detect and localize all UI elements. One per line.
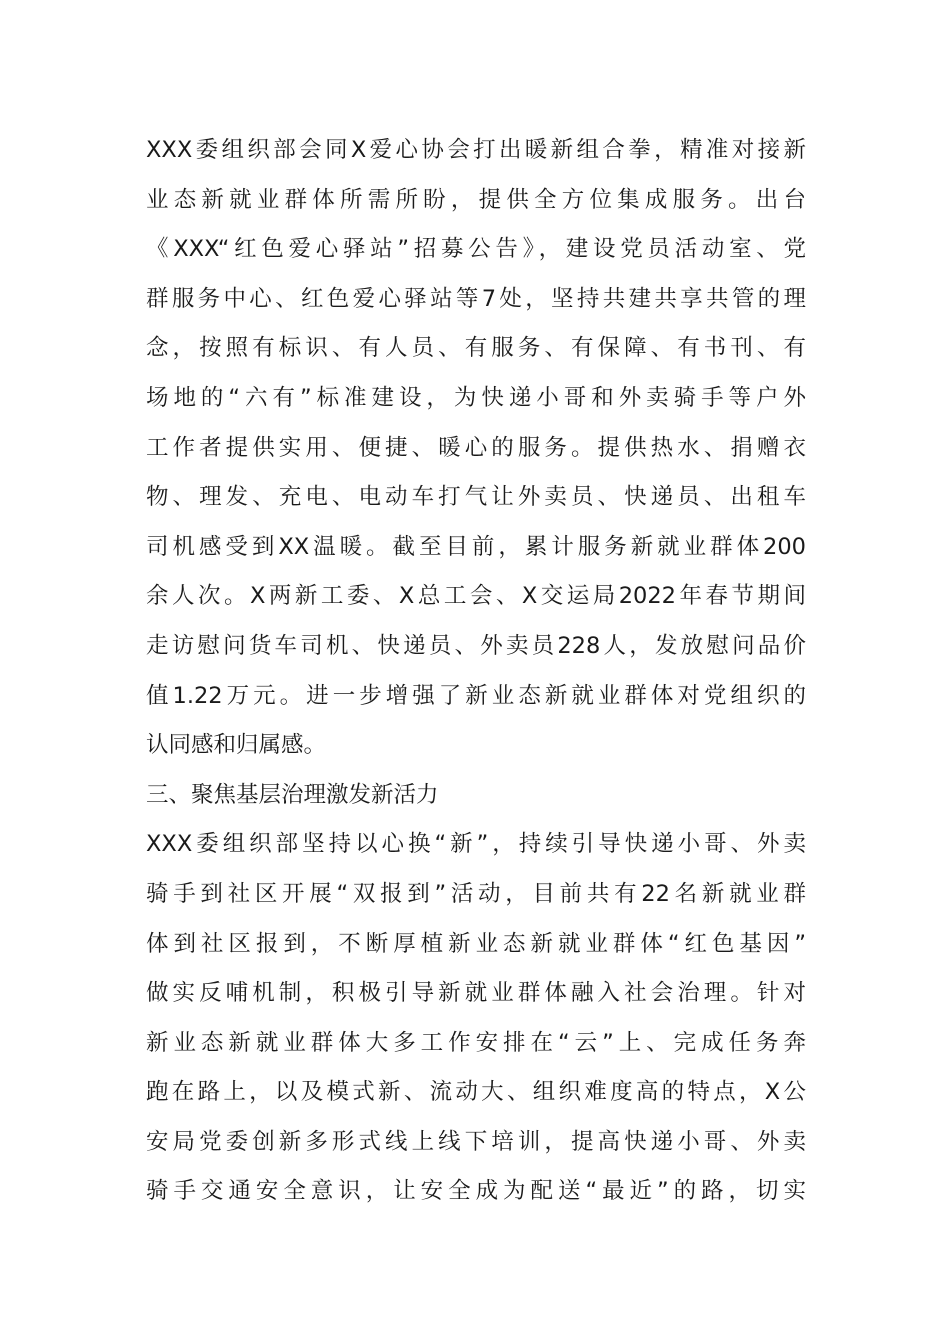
text-line: 《XXX“红色爱心驿站”招募公告》，建设党员活动室、党 bbox=[146, 236, 806, 263]
text-line: 值1.22万元。进一步增强了新业态新就业群体对党组织的 bbox=[146, 682, 806, 709]
text-line: 物、理发、充电、电动车打气让外卖员、快递员、出租车 bbox=[146, 484, 806, 511]
text-line: 做实反哺机制，积极引导新就业群体融入社会治理。针对 bbox=[146, 980, 806, 1007]
text-line: 认同感和归属感。 bbox=[146, 732, 327, 759]
text-line: 余人次。X两新工委、X总工会、X交运局2022年春节期间 bbox=[146, 583, 806, 610]
text-line: 体到社区报到，不断厚植新业态新就业群体“红色基因” bbox=[146, 930, 806, 957]
paragraph-grassroots-governance bbox=[146, 820, 806, 1217]
paragraph-community-services bbox=[146, 126, 806, 771]
text-line: 安局党委创新多形式线上线下培训，提高快递小哥、外卖 bbox=[146, 1128, 806, 1155]
text-line: 场地的“六有”标准建设，为快递小哥和外卖骑手等户外 bbox=[146, 384, 806, 411]
section-heading: 三、聚焦基层治理激发新活力 bbox=[146, 781, 439, 808]
text-line: XXX委组织部会同X爱心协会打出暖新组合拳，精准对接新 bbox=[146, 137, 806, 163]
text-line: 念，按照有标识、有人员、有服务、有保障、有书刊、有 bbox=[146, 335, 806, 362]
text-line: 工作者提供实用、便捷、暖心的服务。提供热水、捐赠衣 bbox=[146, 434, 806, 461]
text-line: 司机感受到XX温暖。截至目前，累计服务新就业群体200 bbox=[146, 533, 806, 560]
document-body bbox=[146, 126, 806, 1217]
text-line: 走访慰问货车司机、快递员、外卖员228人，发放慰问品价 bbox=[146, 632, 806, 659]
text-line: 跑在路上，以及模式新、流动大、组织难度高的特点，X公 bbox=[146, 1079, 806, 1106]
text-line: 骑手交通安全意识，让安全成为配送“最近”的路，切实 bbox=[146, 1178, 806, 1205]
text-line: 群服务中心、红色爱心驿站等7处，坚持共建共享共管的理 bbox=[146, 285, 806, 312]
text-line: 骑手到社区开展“双报到”活动，目前共有22名新就业群 bbox=[146, 880, 806, 907]
text-line: 业态新就业群体所需所盼，提供全方位集成服务。出台 bbox=[146, 186, 806, 213]
text-line: 新业态新就业群体大多工作安排在“云”上、完成任务奔 bbox=[146, 1029, 806, 1056]
text-line: XXX委组织部坚持以心换“新”，持续引导快递小哥、外卖 bbox=[146, 831, 806, 858]
